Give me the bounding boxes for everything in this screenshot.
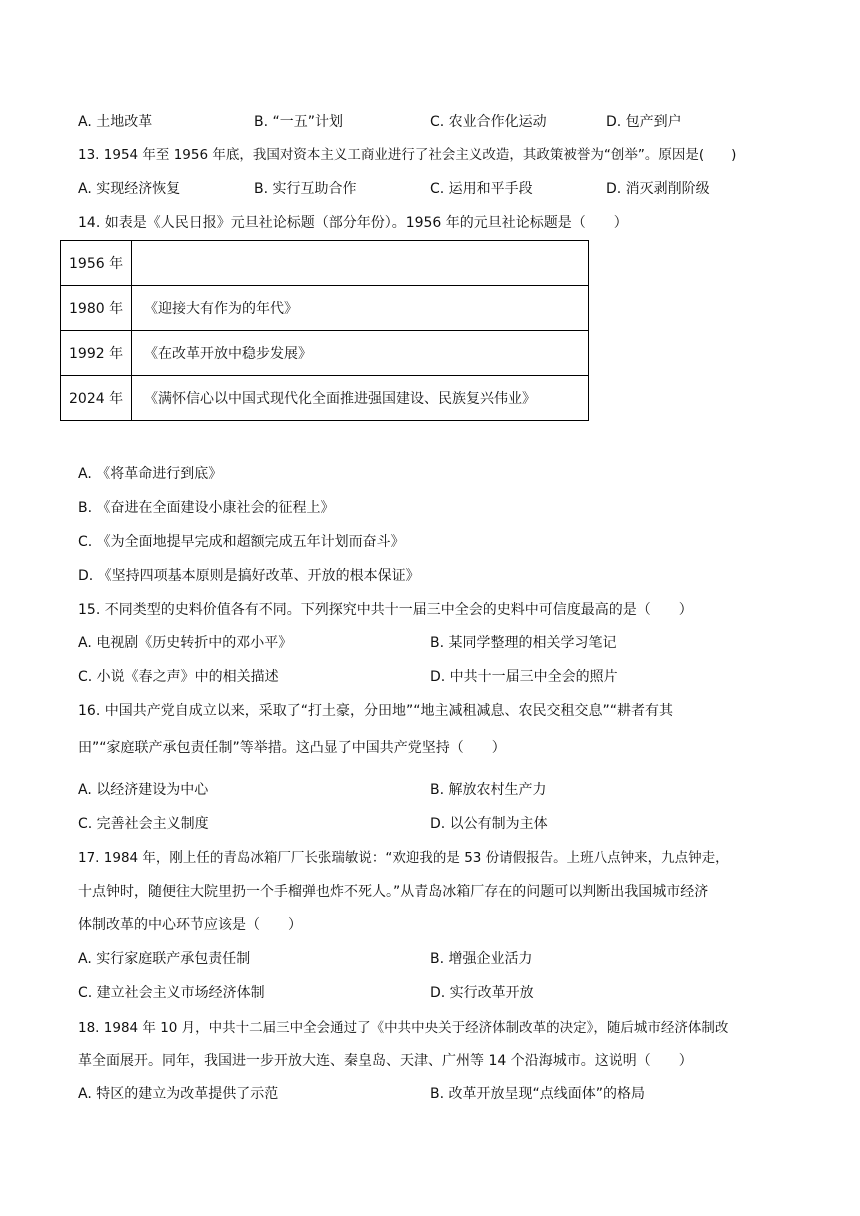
q17-option-a[interactable]: A. 实行家庭联产承包责任制	[78, 951, 251, 967]
q12-option-a[interactable]: A. 土地改革	[78, 114, 153, 130]
q16-option-c[interactable]: C. 完善社会主义制度	[78, 816, 209, 832]
table-row	[61, 376, 589, 421]
q16-option-a[interactable]: A. 以经济建设为中心	[78, 782, 209, 798]
table-title-cell	[132, 241, 589, 286]
q17-option-d[interactable]: D. 实行改革开放	[430, 985, 534, 1001]
q16-stem-line1: 16. 中国共产党自成立以来，采取了“打土豪，分田地”“地主减租减息、农民交租交息”“耕者有其	[78, 703, 673, 719]
q18-stem-line1: 18. 1984 年 10 月，中共十二届三中全会通过了《中共中央关于经济体制改革的决定》，随后城市经济体制改	[78, 1020, 729, 1036]
q17-stem-line2: 十点钟时，随便往大院里扔一个手榴弹也炸不死人。”从青岛冰箱厂存在的问题可以判断出我国城市经济	[78, 884, 709, 900]
q14-stem: 14. 如表是《人民日报》元旦社论标题（部分年份）。1956 年的元旦社论标题是（ ）	[78, 215, 628, 231]
q13-option-b[interactable]: B. 实行互助合作	[254, 181, 357, 197]
q17-option-c[interactable]: C. 建立社会主义市场经济体制	[78, 985, 265, 1001]
table-year-cell: 2024 年	[61, 376, 132, 421]
q14-option-d[interactable]: D. 《坚持四项基本原则是搞好改革、开放的根本保证》	[78, 568, 420, 584]
q15-stem: 15. 不同类型的史料价值各有不同。下列探究中共十一届三中全会的史料中可信度最高的是（ ）	[78, 602, 693, 618]
q15-option-d[interactable]: D. 中共十一届三中全会的照片	[430, 669, 618, 685]
q12-option-b[interactable]: B. “一五”计划	[254, 114, 344, 130]
q15-option-c[interactable]: C. 小说《春之声》中的相关描述	[78, 669, 279, 685]
q13-option-d[interactable]: D. 消灭剥削阶级	[606, 181, 710, 197]
q18-option-b[interactable]: B. 改革开放呈现“点线面体”的格局	[430, 1086, 646, 1102]
table-title-cell: 《满怀信心以中国式现代化全面推进强国建设、民族复兴伟业》	[132, 376, 589, 421]
table-year-cell: 1980 年	[61, 286, 132, 331]
q12-option-d[interactable]: D. 包产到户	[606, 114, 682, 130]
q14-option-a[interactable]: A. 《将革命进行到底》	[78, 466, 223, 482]
q14-option-c[interactable]: C. 《为全面地提早完成和超额完成五年计划而奋斗》	[78, 534, 405, 550]
table-row	[61, 241, 589, 286]
q13-option-c[interactable]: C. 运用和平手段	[430, 181, 533, 197]
q14-table	[60, 240, 589, 421]
q16-option-d[interactable]: D. 以公有制为主体	[430, 816, 548, 832]
table-year-cell: 1956 年	[61, 241, 132, 286]
q16-stem-line2: 田”“家庭联产承包责任制”等举措。这凸显了中国共产党坚持（ ）	[78, 740, 506, 756]
q18-option-a[interactable]: A. 特区的建立为改革提供了示范	[78, 1086, 279, 1102]
q15-option-a[interactable]: A. 电视剧《历史转折中的邓小平》	[78, 635, 293, 651]
table-row	[61, 286, 589, 331]
q14-option-b[interactable]: B. 《奋进在全面建设小康社会的征程上》	[78, 500, 335, 516]
table-title-cell: 《在改革开放中稳步发展》	[132, 331, 589, 376]
q18-stem-line2: 革全面展开。同年，我国进一步开放大连、秦皇岛、天津、广州等 14 个沿海城市。这说明（ ）	[78, 1053, 693, 1069]
table-row	[61, 331, 589, 376]
q16-option-b[interactable]: B. 解放农村生产力	[430, 782, 547, 798]
q13-option-a[interactable]: A. 实现经济恢复	[78, 181, 181, 197]
table-title-cell: 《迎接大有作为的年代》	[132, 286, 589, 331]
q17-option-b[interactable]: B. 增强企业活力	[430, 951, 533, 967]
q17-stem-line3: 体制改革的中心环节应该是（ ）	[78, 917, 302, 933]
table-year-cell: 1992 年	[61, 331, 132, 376]
q12-option-c[interactable]: C. 农业合作化运动	[430, 114, 547, 130]
q13-stem: 13. 1954 年至 1956 年底，我国对资本主义工商业进行了社会主义改造，其政策被誉为“创举”。原因是( )	[78, 147, 737, 163]
q15-option-b[interactable]: B. 某同学整理的相关学习笔记	[430, 635, 617, 651]
q17-stem-line1: 17. 1984 年，刚上任的青岛冰箱厂厂长张瑞敏说：“欢迎我的是 53 份请假报告。上班八点钟来，九点钟走，	[78, 850, 729, 866]
